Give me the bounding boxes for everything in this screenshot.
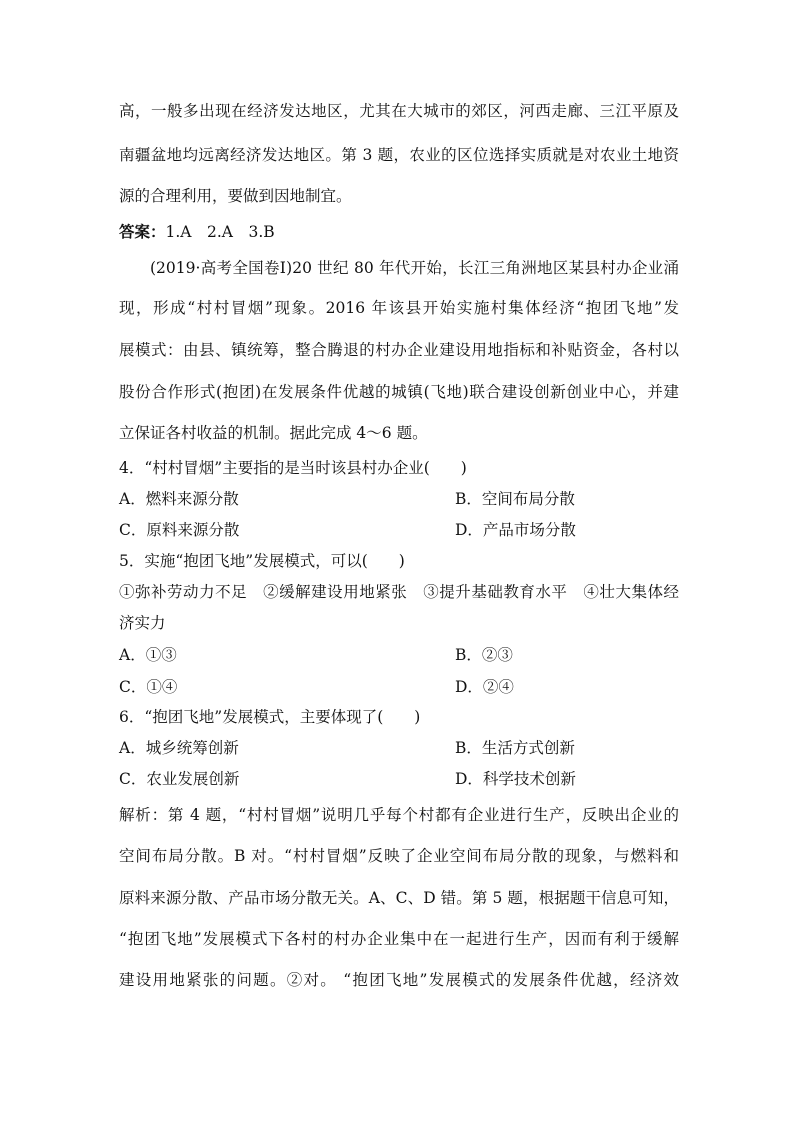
- question-6-option-d: D．科学技术创新: [455, 770, 576, 788]
- passage-line: 立保证各村收益的机制。据此完成 4～6 题。: [119, 424, 428, 442]
- analysis-line: 解析：第 4 题，“村村冒烟”说明几乎每个村都有企业进行生产，反映出企业的: [119, 806, 679, 824]
- question-4-option-d: D．产品市场分散: [455, 521, 576, 539]
- question-4-option-b: B．空间布局分散: [455, 490, 575, 508]
- question-4-stem: 4．“村村冒烟”主要指的是当时该县村办企业( ): [119, 459, 467, 477]
- passage-line: 现，形成“村村冒烟”现象。2016 年该县开始实施村集体经济“抱团飞地”发: [119, 299, 679, 317]
- text-line: 源的合理利用，要做到因地制宜。: [119, 187, 352, 205]
- question-5-option-a: A．①③: [119, 646, 177, 664]
- question-6-option-b: B．生活方式创新: [455, 739, 575, 757]
- text-line: 南疆盆地均远离经济发达地区。第 3 题，农业的区位选择实质就是对农业土地资: [119, 146, 679, 164]
- question-5-option-d: D．②④: [455, 678, 514, 696]
- question-5-stem: 5．实施“抱团飞地”发展模式，可以( ): [119, 552, 405, 570]
- answer-line: [119, 222, 679, 242]
- passage-line: 展模式：由县、镇统筹，整合腾退的村办企业建设用地指标和补贴资金，各村以: [119, 341, 679, 359]
- analysis-line: 原料来源分散、产品市场分散无关。A、C、D 错。第 5 题，根据题干信息可知，: [119, 889, 679, 907]
- passage-line: (2019·高考全国卷Ⅰ)20 世纪 80 年代开始，长江三角洲地区某县村办企业涌: [150, 259, 679, 277]
- question-5-option-c: C．①④: [119, 678, 178, 696]
- analysis-line: “抱团飞地”发展模式下各村的村办企业集中在一起进行生产，因而有利于缓解: [119, 930, 679, 948]
- question-4-option-a: A．燃料来源分散: [119, 490, 239, 508]
- analysis-line: 建设用地紧张的问题。②对。 “抱团飞地”发展模式的发展条件优越，经济效: [119, 971, 679, 989]
- question-5-option-b: B．②③: [455, 646, 513, 664]
- passage-line: 股份合作形式(抱团)在发展条件优越的城镇(飞地)联合建设创新创业中心，并建: [119, 383, 679, 401]
- question-4-option-c: C．原料来源分散: [119, 521, 240, 539]
- question-6-option-c: C．农业发展创新: [119, 770, 240, 788]
- text-line: 高，一般多出现在经济发达地区，尤其在大城市的郊区，河西走廊、三江平原及: [119, 102, 679, 120]
- question-5-items: 济实力: [119, 614, 166, 632]
- answer-label: 答案：: [119, 222, 166, 241]
- answer-values: 1.A 2.A 3.B: [165, 223, 275, 241]
- question-6-option-a: A．城乡统筹创新: [119, 739, 239, 757]
- analysis-line: 空间布局分散。B 对。“村村冒烟”反映了企业空间布局分散的现象，与燃料和: [119, 847, 679, 865]
- question-5-items: ①弥补劳动力不足 ②缓解建设用地紧张 ③提升基础教育水平 ④壮大集体经: [119, 583, 679, 601]
- question-6-stem: 6．“抱团飞地”发展模式，主要体现了( ): [119, 708, 421, 726]
